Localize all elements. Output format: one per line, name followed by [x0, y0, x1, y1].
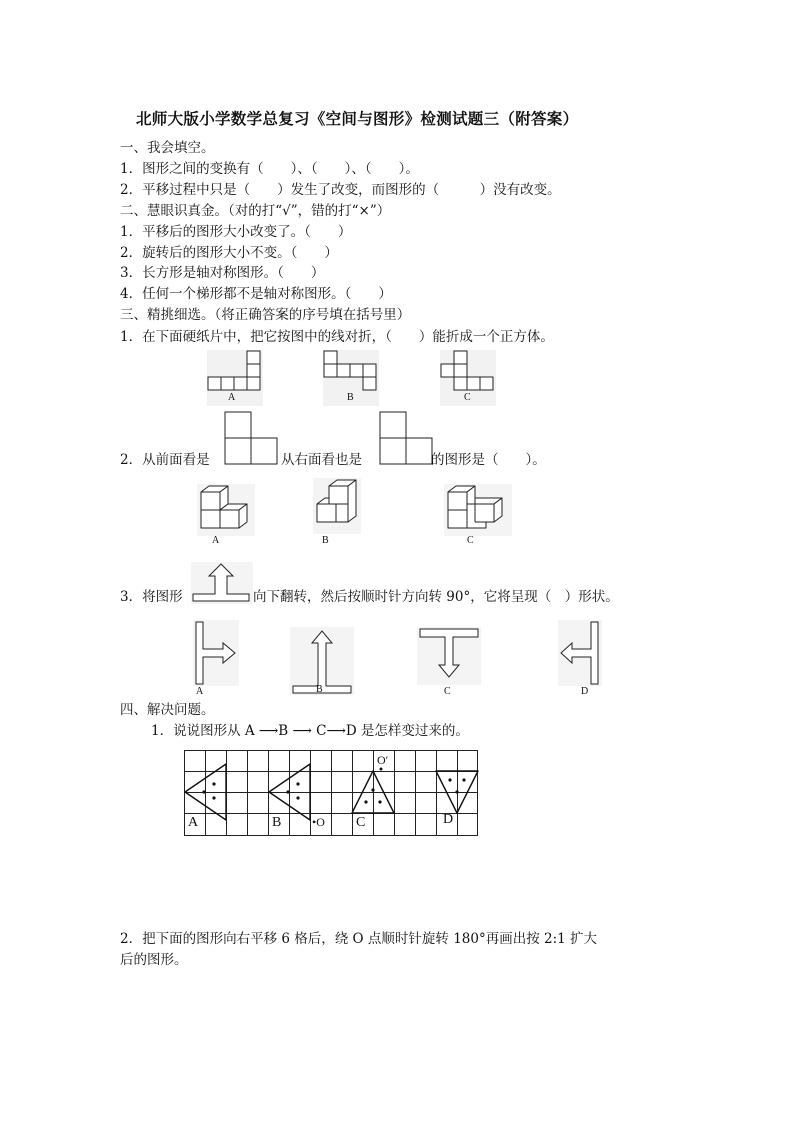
- grid-label-d: D: [443, 812, 454, 827]
- question-3-3-part2: 向下翻转，然后按顺时针方向转 90°，它将呈现（ ）形状。: [253, 589, 619, 605]
- question-1-2: 2．平移过程中只是（ ）发生了改变，而图形的（ ）没有改变。: [120, 182, 561, 198]
- question-4-1: 1．说说图形从 A ⟶B ⟶ C⟶D 是怎样变过来的。: [151, 723, 469, 739]
- cube-figure-b: [313, 478, 361, 534]
- grid-label-c: C: [356, 815, 366, 830]
- shape-option-c: [417, 627, 481, 685]
- question-2-3: 3．长方形是轴对称图形。（ ）: [120, 265, 325, 281]
- net-label-b: B: [347, 392, 354, 403]
- right-view-figure: [379, 411, 433, 465]
- t-shape-figure: [191, 562, 253, 604]
- question-3-2-part2: 从右面看也是: [281, 452, 362, 468]
- shape-label-a: A: [196, 686, 204, 697]
- section-heading-choice: 三、精挑细选。（将正确答案的序号填在括号里）: [120, 307, 411, 323]
- question-3-2-part1: 2．从前面看是: [120, 452, 210, 468]
- transformation-grid: [184, 750, 478, 836]
- shape-label-c: C: [444, 686, 451, 697]
- question-3-3-part1: 3．将图形: [120, 589, 183, 605]
- question-4-2-line1: 2．把下面的图形向右平移 6 格后，绕 O 点顺时针旋转 180°再画出按 2:1 扩大: [120, 931, 598, 947]
- question-3-1: 1．在下面硬纸片中，把它按图中的线对折，（ ）能折成一个正方体。: [120, 329, 554, 345]
- section-heading-true-false: 二、慧眼识真金。（对的打“√”，错的打“×”）: [120, 203, 391, 219]
- shape-label-b: B: [316, 684, 323, 695]
- cube-figure-c: [444, 484, 512, 536]
- question-3-2-part3: 的图形是（ ）。: [431, 452, 546, 468]
- question-4-2-line2: 后的图形。: [120, 952, 188, 968]
- net-label-a: A: [228, 392, 236, 403]
- question-2-1: 1．平移后的图形大小改变了。（ ）: [120, 224, 352, 240]
- cube-figure-a: [197, 484, 255, 536]
- section-heading-fill-blank: 一、我会填空。: [120, 140, 215, 156]
- page-title: 北师大版小学数学总复习《空间与图形》检测试题三（附答案）: [136, 109, 579, 128]
- grid-label-a: A: [188, 815, 199, 830]
- point-o-label: •O: [312, 815, 325, 829]
- question-2-4: 4．任何一个梯形都不是轴对称图形。（ ）: [120, 286, 392, 302]
- question-1-1: 1．图形之间的变换有（ ）、（ ）、（ ）。: [120, 161, 419, 177]
- point-o-prime-label: O′: [377, 753, 389, 767]
- net-label-c: C: [464, 392, 471, 403]
- shape-option-d: [558, 620, 602, 686]
- question-2-2: 2．旋转后的图形大小不变。（ ）: [120, 245, 338, 261]
- shape-option-a: [193, 620, 239, 686]
- cube-label-b: B: [322, 535, 329, 546]
- cube-label-c: C: [467, 535, 474, 546]
- shape-label-d: D: [581, 686, 589, 697]
- grid-label-b: B: [272, 815, 282, 830]
- front-view-figure: [224, 411, 278, 465]
- section-heading-solve: 四、解决问题。: [120, 702, 215, 718]
- cube-label-a: A: [212, 535, 220, 546]
